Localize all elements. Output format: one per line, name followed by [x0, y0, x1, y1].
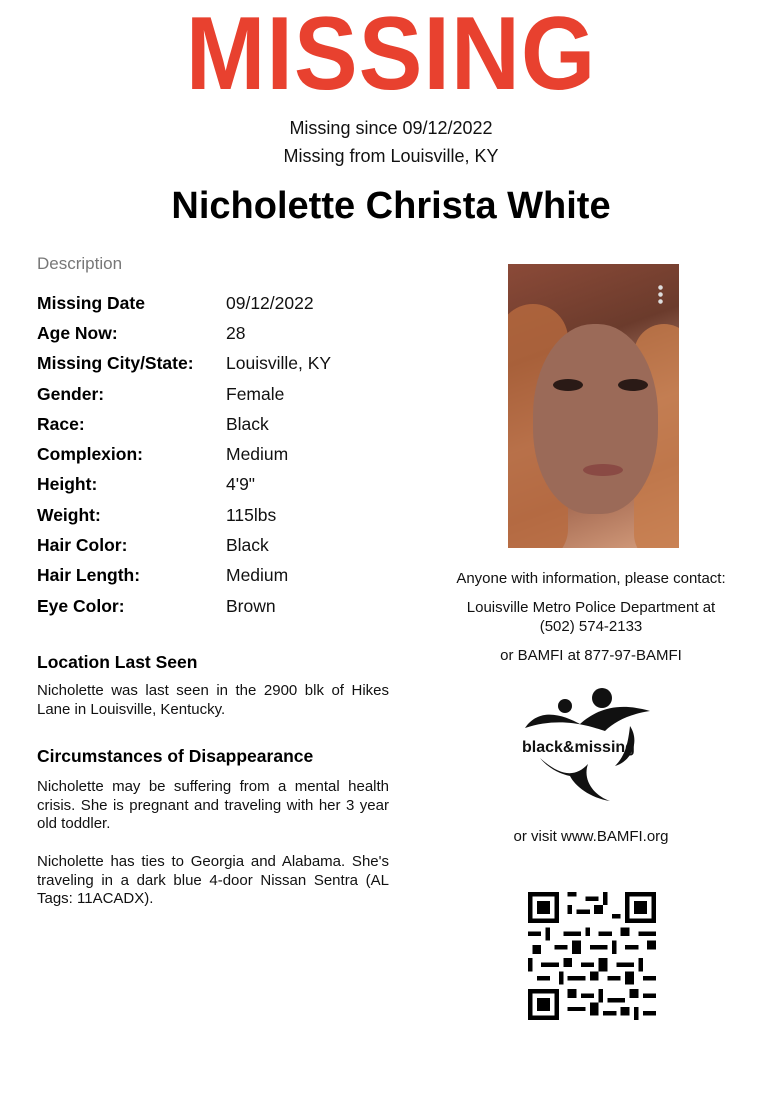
circumstances-text-1: Nicholette may be suffering from a mental health crisis. She is pregnant and traveling with her 3 year old toddler.	[37, 778, 389, 832]
detail-value: 4'9"	[226, 474, 256, 495]
police-phone: (502) 574-2133	[539, 618, 643, 635]
detail-value: Louisville, KY	[226, 353, 332, 374]
circumstances-text-2: Nicholette has ties to Georgia and Alabama. She's traveling in a dark blue 4-door Nissan Sentra (AL Tags: 11ACADX).	[37, 853, 389, 907]
detail-label: Gender:	[37, 383, 105, 404]
detail-row-height	[37, 470, 331, 500]
website-text[interactable]: or visit www.BAMFI.org	[513, 828, 669, 845]
detail-value: Black	[226, 413, 269, 434]
detail-label: Hair Length:	[37, 565, 141, 586]
detail-value: Black	[226, 535, 269, 556]
detail-label: Missing Date	[37, 292, 145, 313]
detail-label: Eye Color:	[37, 595, 125, 616]
detail-value: Medium	[226, 444, 289, 465]
detail-value: Female	[226, 383, 285, 404]
details-list	[37, 288, 331, 621]
detail-row-age	[37, 318, 331, 348]
detail-row-gender	[37, 379, 331, 409]
logo-text: black&missing	[522, 739, 635, 756]
missing-since-text: Missing since 09/12/2022	[289, 118, 493, 138]
detail-row-hair-length	[37, 561, 331, 591]
detail-row-complexion	[37, 439, 331, 469]
detail-label: Race:	[37, 413, 85, 434]
detail-label: Missing City/State:	[37, 353, 194, 374]
detail-row-city-state	[37, 349, 331, 379]
bamfi-phone: or BAMFI at 877-97-BAMFI	[500, 647, 682, 664]
location-text: Nicholette was last seen in the 2900 blk of Hikes Lane in Louisville, Kentucky.	[37, 682, 389, 718]
detail-label: Hair Color:	[37, 535, 128, 556]
detail-label: Height:	[37, 474, 98, 495]
more-icon	[658, 284, 663, 304]
detail-value: Medium	[226, 565, 289, 586]
circumstances-title: Circumstances of Disappearance	[37, 746, 314, 766]
detail-label: Weight:	[37, 504, 101, 525]
black-and-missing-logo	[520, 686, 660, 804]
person-photo	[508, 264, 679, 548]
location-title: Location Last Seen	[37, 652, 198, 672]
missing-from-text: Missing from Louisville, KY	[283, 146, 499, 166]
detail-value: 115lbs	[226, 504, 277, 525]
police-name: Louisville Metro Police Department at	[466, 599, 716, 616]
detail-value: 09/12/2022	[226, 292, 314, 313]
missing-headline: MISSING	[185, 0, 597, 112]
detail-row-eye-color	[37, 591, 331, 621]
detail-row-race	[37, 409, 331, 439]
detail-row-weight	[37, 500, 331, 530]
qr-code	[528, 892, 656, 1020]
detail-label: Complexion:	[37, 444, 143, 465]
missing-since-block	[0, 114, 782, 170]
detail-row-missing-date	[37, 288, 331, 318]
detail-value: Brown	[226, 595, 276, 616]
detail-row-hair-color	[37, 530, 331, 560]
contact-intro: Anyone with information, please contact:	[456, 570, 726, 587]
person-name: Nicholette Christa White	[171, 185, 611, 227]
description-label: Description	[37, 254, 123, 273]
detail-label: Age Now:	[37, 322, 118, 343]
detail-value: 28	[226, 322, 246, 343]
police-contact	[430, 598, 752, 636]
